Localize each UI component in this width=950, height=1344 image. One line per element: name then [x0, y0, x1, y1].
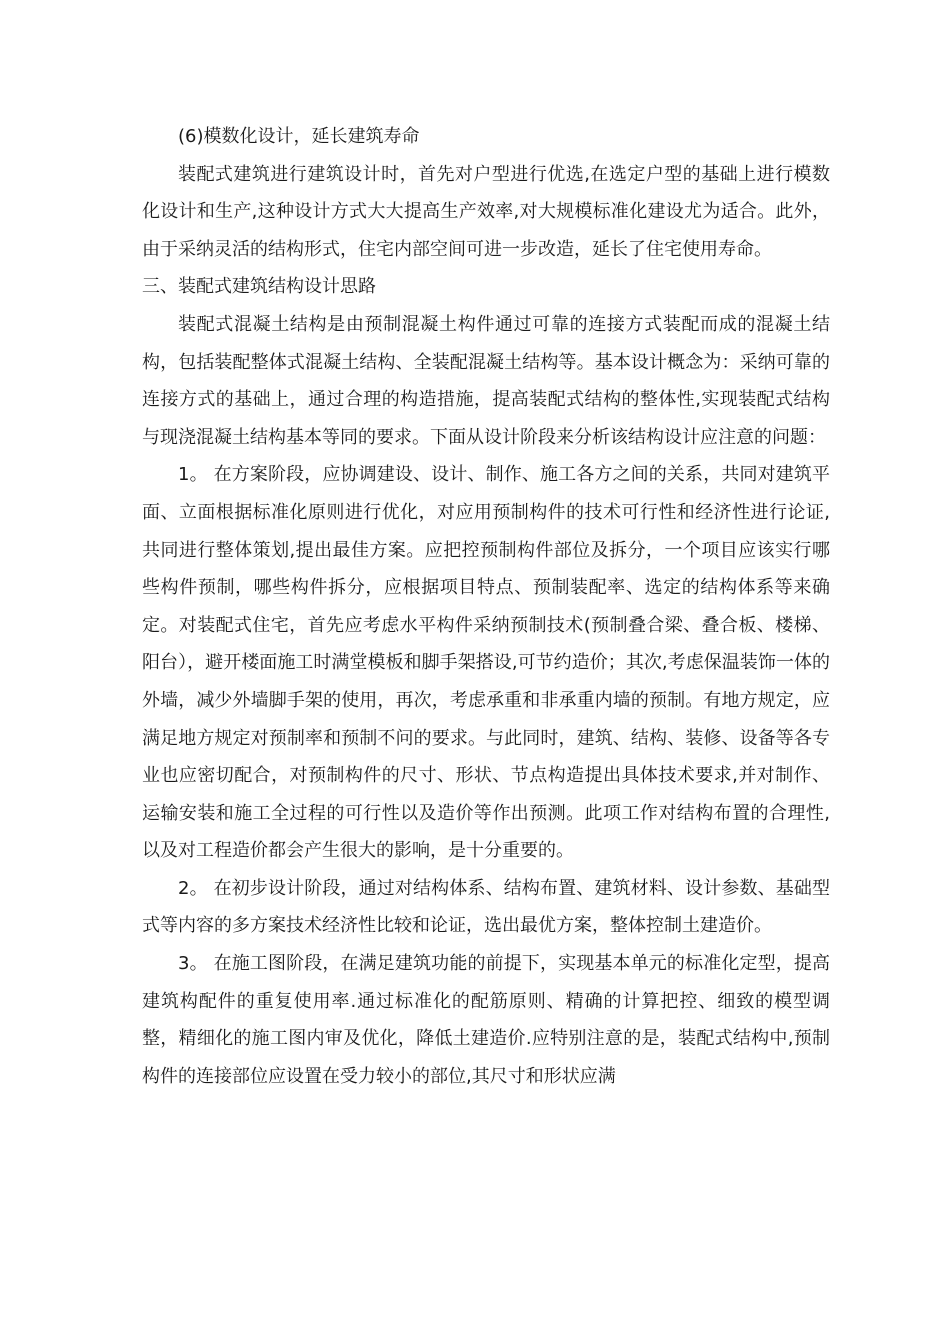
subheading-modular-design: (6)模数化设计，延长建筑寿命 [178, 126, 420, 147]
paragraph-modular-design: 装配式建筑进行建筑设计时，首先对户型进行优选,在选定户型的基础上进行模数化设计和生产,这种设计方式大大提高生产效率,对大规模标准化建设尤为适合。此外，由于采纳灵活的结构形式，住宅内部空间可进一步改造，延长了住宅使用寿命。 [142, 163, 830, 260]
section-heading-structural-design: 三、装配式建筑结构设计思路 [142, 276, 376, 298]
list-item-construction-drawing: 3。 在施工图阶段，在满足建筑功能的前提下，实现基本单元的标准化定型，提高建筑构配件的重复使用率.通过标准化的配筋原则、精确的计算把控、细致的模型调整，精细化的施工图内审及优化，降低土建造价.应特别注意的是，装配式结构中,预制构件的连接部位应设置在受力较小的部位,其尺寸和形状应满 [142, 953, 830, 1087]
list-item-preliminary-design: 2。 在初步设计阶段，通过对结构体系、结构布置、建筑材料、设计参数、基础型式等内容的多方案技术经济性比较和论证，选出最优方案，整体控制土建造价。 [142, 877, 830, 937]
list-item-scheme-stage: 1。 在方案阶段，应协调建设、设计、制作、施工各方之间的关系，共同对建筑平面、立面根据标准化原则进行优化，对应用预制构件的技术可行性和经济性进行论证,共同进行整体策划,提出最佳方案。应把控预制构件部位及拆分，一个项目应该实行哪些构件预制，哪些构件拆分，应根据项目特点、预制装配率、选定的结构体系等来确定。对装配式住宅，首先应考虑水平构件采纳预制技术(预制叠合梁、叠合板、楼梯、阳台），避开楼面施工时满堂模板和脚手架搭设,可节约造价；其次,考虑保温装饰一体的外墙，减少外墙脚手架的使用，再次，考虑承重和非承重内墙的预制。有地方规定，应满足地方规定对预制率和预制不问的要求。与此同时，建筑、结构、装修、设备等各专业也应密切配合，对预制构件的尺寸、形状、节点构造提出具体技术要求,并对制作、运输安装和施工全过程的可行性以及造价等作出预测。此项工作对结构布置的合理性,以及对工程造价都会产生很大的影响，是十分重要的。 [142, 464, 830, 862]
document-body [142, 118, 830, 1095]
paragraph-structural-intro: 装配式混凝土结构是由预制混凝土构件通过可靠的连接方式装配而成的混凝土结构，包括装配整体式混凝土结构、全装配混凝土结构等。基本设计概念为：采纳可靠的连接方式的基础上，通过合理的构造措施，提高装配式结构的整体性,实现装配式结构与现浇混凝土结构基本等同的要求。下面从设计阶段来分析该结构设计应注意的问题： [142, 313, 830, 448]
